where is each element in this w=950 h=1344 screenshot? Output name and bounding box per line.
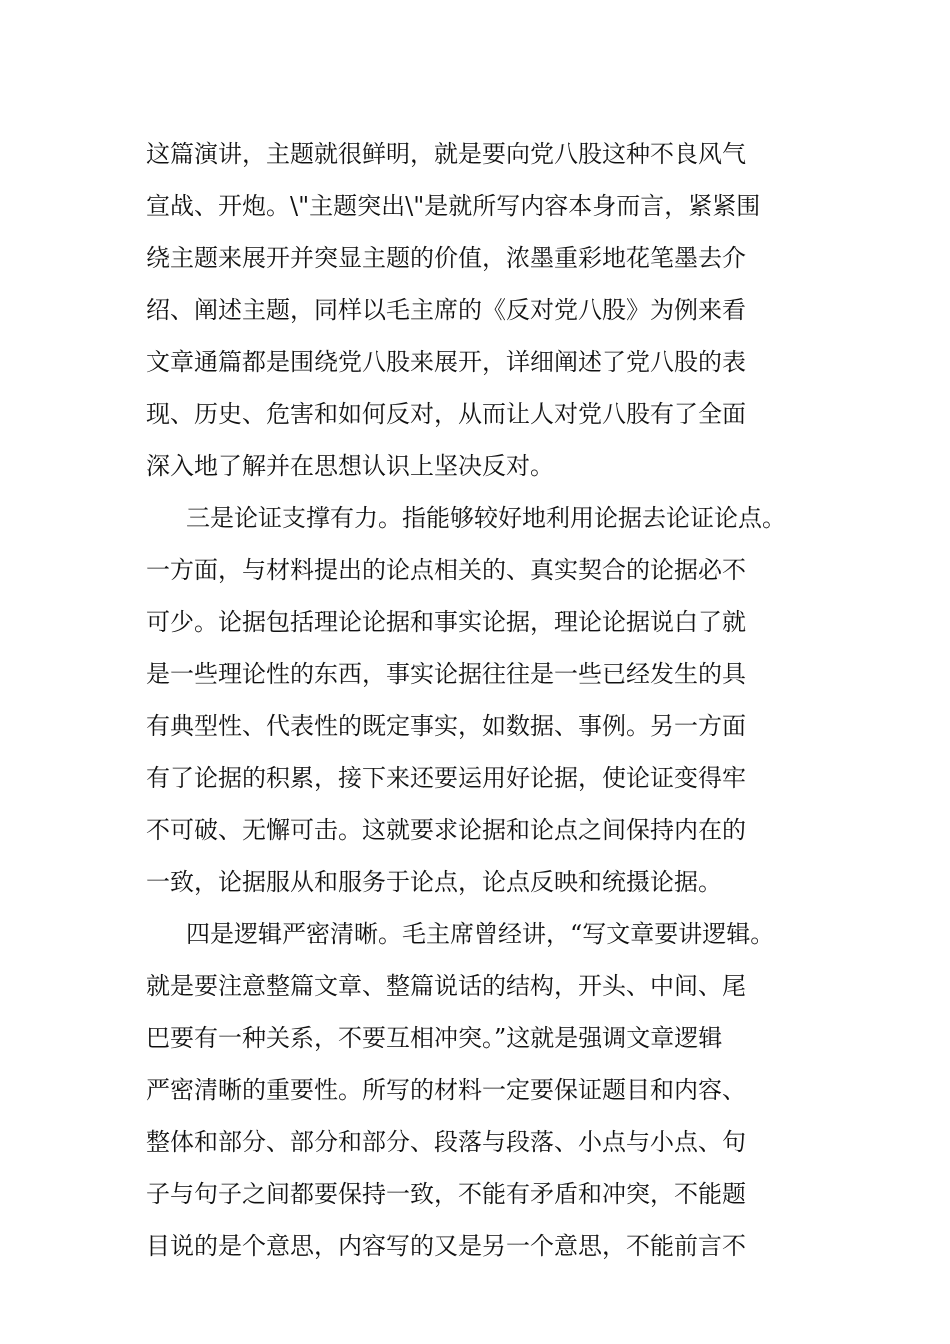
text-line: 三是论证支撑有力。指能够较好地利用论据去论证论点。: [186, 504, 786, 532]
text-line: 巴要有一种关系，不要互相冲突。”这就是强调文章逻辑: [146, 1024, 723, 1052]
body-text: [146, 128, 826, 1272]
text-line: 不可破、无懈可击。这就要求论据和论点之间保持内在的: [146, 816, 746, 844]
text-line: 可少。论据包括理论论据和事实论据，理论论据说白了就: [146, 608, 746, 636]
text-line: 是一些理论性的东西，事实论据往往是一些已经发生的具: [146, 660, 746, 688]
text-line: 严密清晰的重要性。所写的材料一定要保证题目和内容、: [146, 1076, 746, 1104]
text-line: 绍、阐述主题，同样以毛主席的《反对党八股》为例来看: [146, 296, 746, 324]
text-line: 目说的是个意思，内容写的又是另一个意思，不能前言不: [146, 1232, 746, 1260]
text-line: 一方面，与材料提出的论点相关的、真实契合的论据必不: [146, 556, 746, 584]
text-line: 有了论据的积累，接下来还要运用好论据，使论证变得牢: [146, 764, 746, 792]
text-line: 现、历史、危害和如何反对，从而让人对党八股有了全面: [146, 400, 746, 428]
text-line: 宣战、开炮。\"主题突出\"是就所写内容本身而言，紧紧围: [146, 192, 761, 220]
text-line: 有典型性、代表性的既定事实，如数据、事例。另一方面: [146, 712, 746, 740]
text-line: 文章通篇都是围绕党八股来展开，详细阐述了党八股的表: [146, 348, 746, 376]
text-line: 子与句子之间都要保持一致，不能有矛盾和冲突，不能题: [146, 1180, 746, 1208]
text-line: 就是要注意整篇文章、整篇说话的结构，开头、中间、尾: [146, 972, 746, 1000]
text-line: 深入地了解并在思想认识上坚决反对。: [146, 452, 554, 480]
text-line: 四是逻辑严密清晰。毛主席曾经讲，“写文章要讲逻辑。: [186, 920, 775, 948]
text-line: 这篇演讲，主题就很鲜明，就是要向党八股这种不良风气: [146, 140, 746, 168]
text-line: 绕主题来展开并突显主题的价值，浓墨重彩地花笔墨去介: [146, 244, 746, 272]
text-line: 整体和部分、部分和部分、段落与段落、小点与小点、句: [146, 1128, 746, 1156]
text-line: 一致，论据服从和服务于论点，论点反映和统摄论据。: [146, 868, 722, 896]
